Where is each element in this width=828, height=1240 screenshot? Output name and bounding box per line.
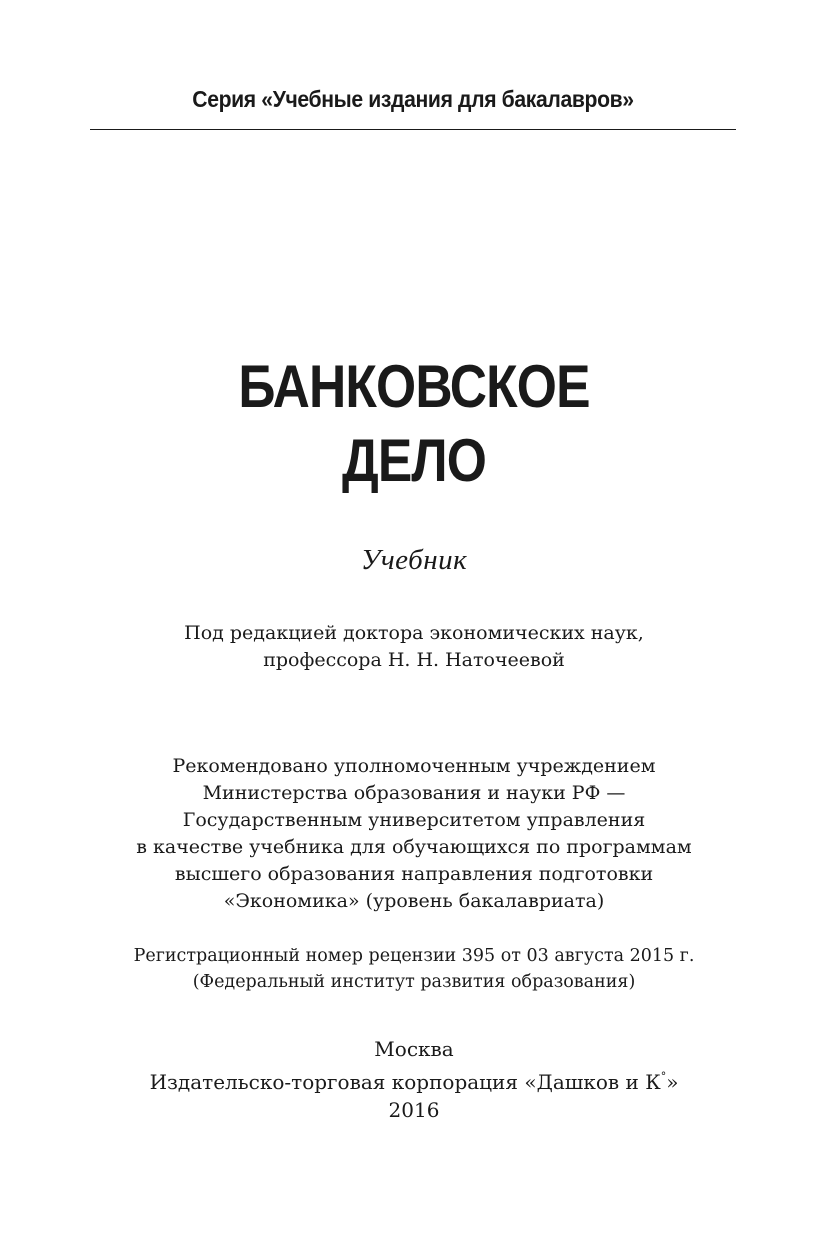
book-title-line-1: БАНКОВСКОЕ bbox=[238, 353, 590, 420]
recommendation-line-2: Министерства образования и науки РФ — bbox=[202, 782, 626, 804]
publisher-name-suffix: » bbox=[666, 1070, 679, 1094]
publisher-name-degree: ° bbox=[660, 1070, 667, 1083]
series-divider bbox=[90, 129, 736, 130]
series-heading: Серия «Учебные издания для бакалавров» bbox=[192, 86, 634, 112]
recommendation-line-3: Государственным университетом управления bbox=[182, 809, 646, 831]
recommendation-statement bbox=[0, 753, 828, 915]
registration-note bbox=[0, 943, 828, 995]
publisher-name bbox=[0, 1063, 828, 1096]
registration-line-2: (Федеральный институт развития образования) bbox=[192, 972, 636, 992]
editor-credit bbox=[0, 620, 828, 674]
editor-credit-line-1: Под редакцией доктора экономических наук, bbox=[184, 622, 644, 644]
book-subtitle: Учебник bbox=[360, 544, 468, 576]
book-title bbox=[0, 350, 828, 498]
registration-line-1: Регистрационный номер рецензии 395 от 03 августа 2015 г. bbox=[133, 946, 695, 966]
recommendation-line-4: в качестве учебника для обучающихся по программам bbox=[136, 836, 692, 858]
publisher-name-prefix: Издательско-торговая корпорация «Дашков и К bbox=[149, 1070, 661, 1094]
recommendation-line-5: высшего образования направления подготовки bbox=[174, 863, 654, 885]
publication-year: 2016 bbox=[388, 1098, 440, 1122]
publisher-city: Москва bbox=[374, 1037, 454, 1061]
book-title-line-2: ДЕЛО bbox=[341, 427, 487, 494]
recommendation-line-1: Рекомендовано уполномоченным учреждением bbox=[172, 755, 656, 777]
recommendation-line-6: «Экономика» (уровень бакалавриата) bbox=[223, 890, 605, 912]
publisher-imprint bbox=[0, 1035, 828, 1124]
editor-credit-line-2: профессора Н. Н. Наточеевой bbox=[263, 649, 565, 671]
